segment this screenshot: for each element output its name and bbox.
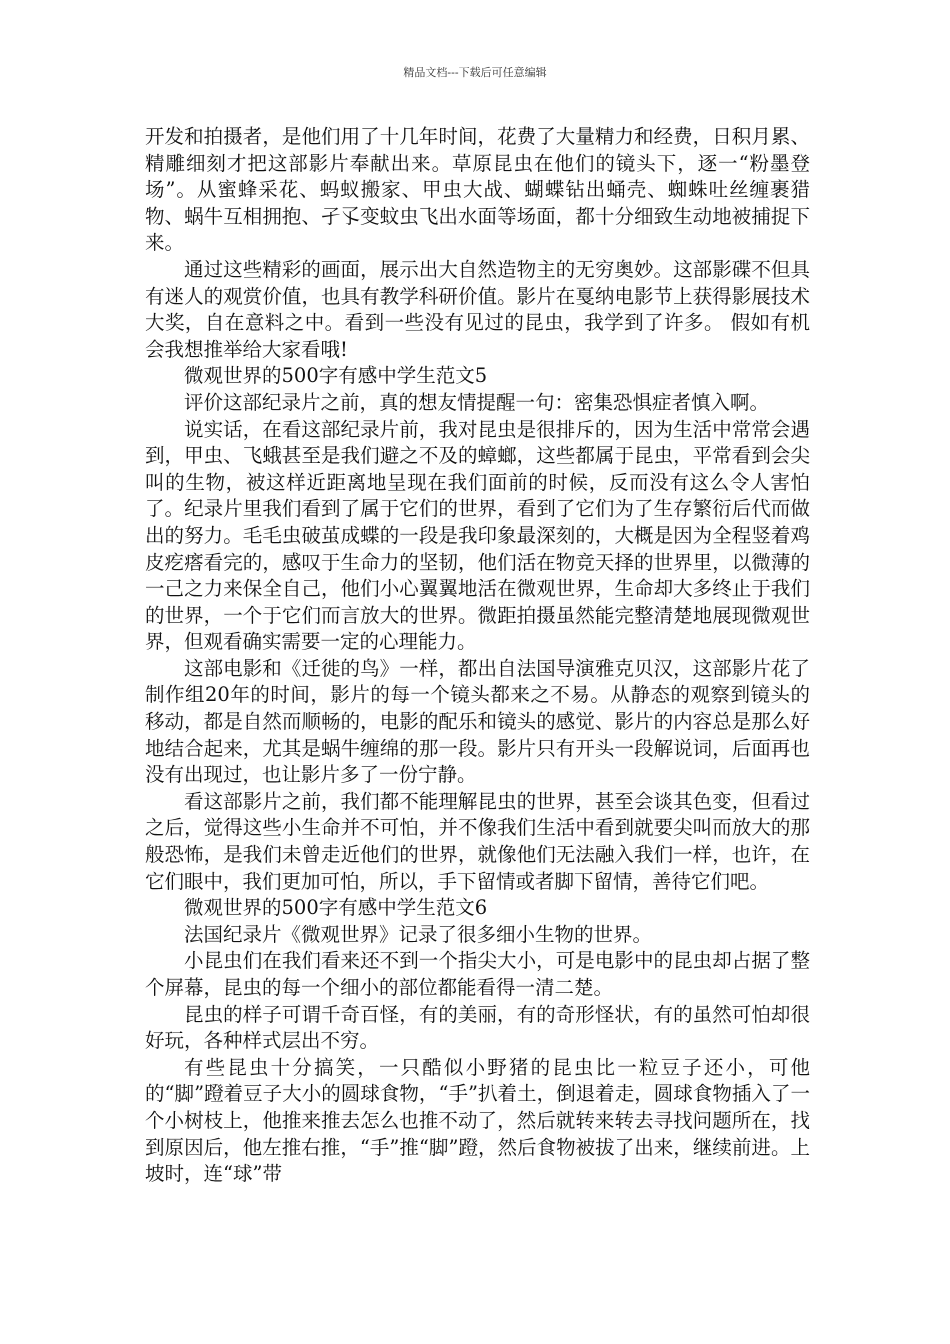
paragraph: 法国纪录片《微观世界》记录了很多细小生物的世界。: [184, 922, 653, 946]
paragraph: 有些昆虫十分搞笑，一只酷似小野猪的昆虫比一粒豆子还小，可他的“脚”蹬着豆子大小的圆球食物，“手”扒着土，倒退着走，圆球食物插入了一个小树枝上，他推来推去怎么也推不动了，然后就转来转去寻找问题所在，找到原因后，他左推右推，“手”推“脚”蹬，然后食物被拔了出来，继续前进。上坡时，连“球”带: [145, 1055, 810, 1186]
paragraph-continuation: 开发和拍摄者，是他们用了十几年时间，花费了大量精力和经费，日积月累、精雕细刻才把这部影片奉献出来。草原昆虫在他们的镜头下，逐一“粉墨登场”。从蜜蜂采花、蚂蚁搬家、甲虫大战、蝴蝶钻出蛹壳、蜘蛛吐丝缠裹猎物、蜗牛互相拥抱、孑孓变蚊虫飞出水面等场面，都十分细致生动地被捕捉下来。: [145, 125, 810, 255]
paragraph: 小昆虫们在我们看来还不到一个指尖大小，可是电影中的昆虫却占据了整个屏幕，昆虫的每一个细小的部位都能看得一清二楚。: [145, 949, 810, 999]
paragraph: 昆虫的样子可谓千奇百怪，有的美丽，有的奇形怪状，有的虽然可怕却很好玩，各种样式层出不穷。: [145, 1002, 810, 1053]
paragraph: 通过这些精彩的画面，展示出大自然造物主的无穷奥妙。这部影碟不但具有迷人的观赏价值，也具有教学科研价值。影片在戛纳电影节上获得影展技术大奖，自在意料之中。看到一些没有见过的昆虫，我学到了许多。 假如有机会我想推举给大家看哦!: [145, 257, 810, 361]
section-title-5: 微观世界的500字有感中学生范文5: [184, 364, 488, 388]
section-title-6: 微观世界的500字有感中学生范文6: [184, 896, 488, 920]
paragraph: 评价这部纪录片之前，真的想友情提醒一句：密集恐惧症者慎入啊。: [184, 390, 770, 414]
paragraph: 看这部影片之前，我们都不能理解昆虫的世界，甚至会谈其色变，但看过之后，觉得这些小生命并不可怕，并不像我们生活中看到就要尖叫而放大的那般恐怖，是我们未曾走近他们的世界，就像他们无法融入我们一样，也许，在它们眼中，我们更加可怕，所以，手下留情或者脚下留情，善待它们吧。: [145, 789, 810, 893]
paragraph: 这部电影和《迁徙的鸟》一样，都出自法国导演雅克贝汉，这部影片花了制作组20年的时间，影片的每一个镜头都来之不易。从静态的观察到镜头的移动，都是自然而顺畅的，电影的配乐和镜头的感觉、影片的内容总是那么好地结合起来，尤其是蜗牛缠绵的那一段。影片只有开头一段解说词，后面再也没有出现过，也让影片多了一份宁静。: [145, 656, 810, 787]
document-body: [145, 124, 810, 1188]
paragraph: 说实话，在看这部纪录片前，我对昆虫是很排斥的，因为生活中常常会遇到，甲虫、飞蛾甚至是我们避之不及的蟑螂，这些都属于昆虫，平常看到会尖叫的生物，被这样近距离地呈现在我们面前的时候，反而没有这么令人害怕了。纪录片里我们看到了属于它们的世界，看到了它们为了生存繁衍后代而做出的努力。毛毛虫破茧成蝶的一段是我印象最深刻的，大概是因为全程竖着鸡皮疙瘩看完的，感叹于生命力的坚韧，他们活在物竞天择的世界里，以微薄的一己之力来保全自己，他们小心翼翼地活在微观世界，生命却大多终止于我们的世界，一个于它们而言放大的世界。微距拍摄虽然能完整清楚地展现微观世界，但观看确实需要一定的心理能力。: [145, 417, 810, 654]
page-header: 精品文档---下载后可任意编辑: [403, 66, 547, 79]
